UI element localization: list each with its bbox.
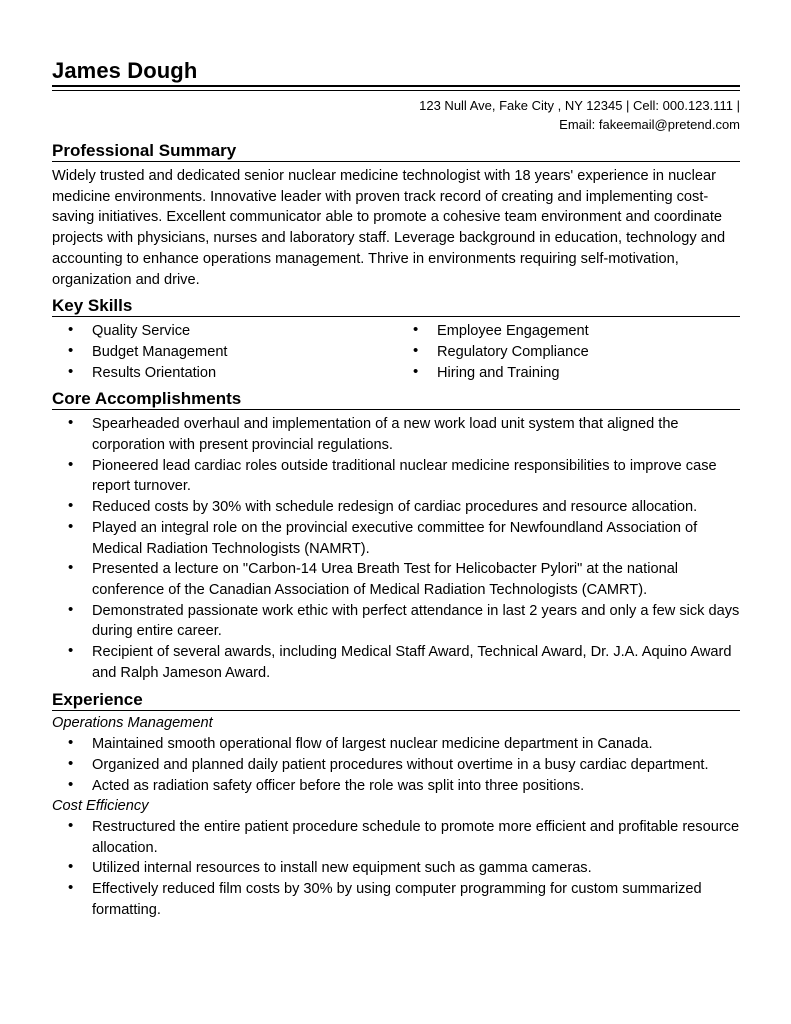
name-double-rule [52, 90, 740, 91]
skill-item: • Budget Management [52, 342, 397, 363]
accomplishments-list [52, 414, 740, 683]
skill-item: • Employee Engagement [397, 321, 742, 342]
contact-address-phone: 123 Null Ave, Fake City , NY 12345 | Cell: 000.123.111 | [419, 98, 740, 113]
summary-section [52, 141, 740, 290]
experience-group-title: Cost Efficiency [52, 798, 149, 815]
accomplishment-item: • Reduced costs by 30% with schedule redesign of cardiac procedures and resource allocation. [52, 497, 740, 518]
summary-text: Widely trusted and dedicated senior nuclear medicine technologist with 18 years' experience in nuclear medicine environments. Innovative leader with proven track record of creating and implementing cost-saving initiatives. Excellent communicator able to promote a cohesive team environment and coordinate projects with physicians, nurses and laboratory staff. Leverage background in education, technology and accounting to enhance operations management. Thrive in environments requiring self-motivation, organization and drive. [52, 168, 726, 288]
experience-heading: Experience [52, 690, 740, 711]
skills-section [52, 296, 740, 383]
accomplishment-item: • Demonstrated passionate work ethic with perfect attendance in last 2 years and only a few sick days during entire career. [52, 601, 740, 642]
accomplishment-item: • Recipient of several awards, including Medical Staff Award, Technical Award, Dr. J.A. Aquino Award and Ralph Jameson Award. [52, 642, 740, 683]
experience-group-title: Operations Management [52, 715, 213, 732]
accomplishment-item: • Presented a lecture on "Carbon-14 Urea Breath Test for Helicobacter Pylori" at the national conference of the Canadian Association of Medical Radiation Technologists (CAMRT). [52, 559, 740, 600]
summary-heading: Professional Summary [52, 141, 740, 162]
experience-item: • Acted as radiation safety officer before the role was split into three positions. [52, 776, 740, 797]
skills-heading: Key Skills [52, 296, 740, 317]
experience-group [52, 796, 740, 920]
skills-right-list [397, 321, 742, 383]
experience-item: • Utilized internal resources to install new equipment such as gamma cameras. [52, 858, 740, 879]
skills-left-list [52, 321, 397, 383]
name-underline [52, 85, 740, 87]
skill-item: • Regulatory Compliance [397, 342, 742, 363]
experience-list [52, 734, 740, 796]
contact-email: Email: fakeemail@pretend.com [559, 117, 740, 132]
accomplishments-heading: Core Accomplishments [52, 389, 740, 410]
experience-item: • Effectively reduced film costs by 30% by using computer programming for custom summarized formatting. [52, 879, 740, 920]
experience-section [52, 690, 740, 920]
contact-info [52, 96, 740, 134]
accomplishment-item: • Spearheaded overhaul and implementation of a new work load unit system that aligned the corporation with present provincial regulations. [52, 414, 740, 455]
candidate-name: James Dough [52, 58, 198, 83]
experience-group [52, 713, 740, 796]
skills-grid [52, 321, 740, 383]
experience-item: • Restructured the entire patient procedure schedule to promote more efficient and profitable resource allocation. [52, 817, 740, 858]
resume-page [52, 58, 740, 921]
accomplishment-item: • Played an integral role on the provincial executive committee for Newfoundland Association of Medical Radiation Technologists (NAMRT). [52, 518, 740, 559]
experience-item: • Organized and planned daily patient procedures without overtime in a busy cardiac department. [52, 755, 740, 776]
accomplishment-item: • Pioneered lead cardiac roles outside traditional nuclear medicine responsibilities to improve case report turnover. [52, 456, 740, 497]
accomplishments-section [52, 389, 740, 683]
experience-list [52, 817, 740, 921]
skill-item: • Quality Service [52, 321, 397, 342]
skill-item: • Results Orientation [52, 363, 397, 384]
experience-item: • Maintained smooth operational flow of largest nuclear medicine department in Canada. [52, 734, 740, 755]
skill-item: • Hiring and Training [397, 363, 742, 384]
